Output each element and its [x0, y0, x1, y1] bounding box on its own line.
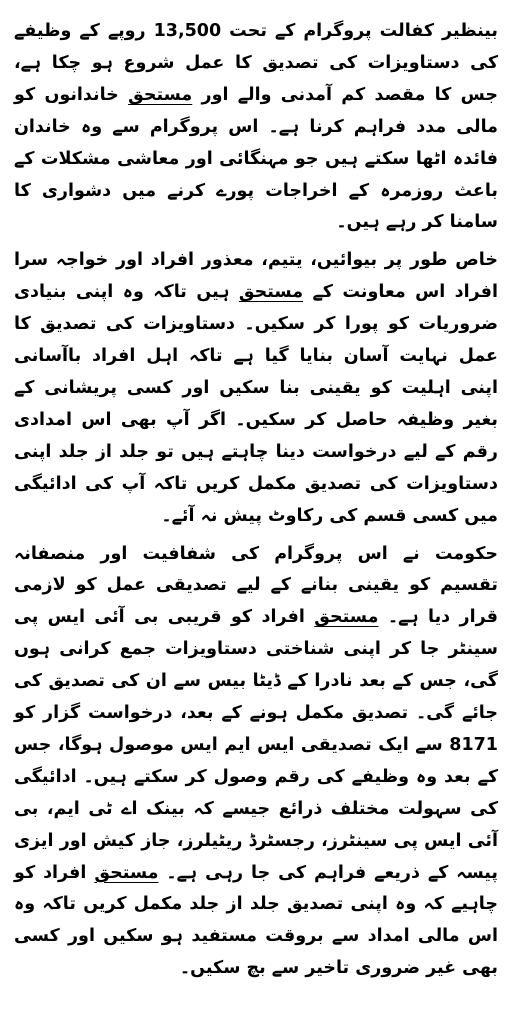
- keyword-mustahiq: مستحق: [128, 84, 193, 105]
- keyword-mustahiq: مستحق: [238, 282, 304, 303]
- paragraph-eligibility: خاص طور پر بیوائیں، یتیم، معذور افراد اور خواجہ سرا افراد اس معاونت کے مستحق ہیں تاکہ وہ اپنی بنیادی ضروریات کو پورا کر سکیں۔ دستاویزات کی تصدیق کا عمل نہایت آسان بنایا گیا ہے تاکہ اہل افراد باآسانی اپنی اہلیت کو یقینی بنا سکیں اور کسی پریشانی کے بغیر وظیفہ حاصل کر سکیں۔ اگر آپ بھی اس امدادی رقم کے لیے درخواست دینا چاہتے ہیں تو جلد از جلد اپنی دستاویزات کی تصدیق مکمل کریں تاکہ آپ کی ادائیگی میں کسی قسم کی رکاوٹ پیش نہ آئے۔: [14, 250, 498, 526]
- paragraph-verification-process: حکومت نے اس پروگرام کی شفافیت اور منصفانہ تقسیم کو یقینی بنانے کے لیے تصدیقی عمل کو لازمی قرار دیا ہے۔ مستحق افراد کو قریبی بی آئی ایس پی سینٹر جا کر اپنی شناختی دستاویزات جمع کرانی ہوں گی، جس کے بعد نادرا کے ڈیٹا بیس سے ان کی تصدیق کی جائے گی۔ تصدیق مکمل ہونے کے بعد، درخواست گزار کو 8171 سے ایک تصدیقی ایس ایم ایس موصول ہوگا، جس کے بعد وہ وظیفے کی رقم وصول کر سکتے ہیں۔ ادائیگی کی سہولت مختلف ذرائع جیسے کہ بینک اے ٹی ایم، بی آئی ایس پی سینٹرز، رجسٹرڈ ریٹیلرز، جاز کیش اور ایزی پیسہ کے ذریعے فراہم کی جا رہی ہے۔ مستحق افراد کو چاہیے کہ وہ اپنی تصدیق جلد از جلد مکمل کریں تاکہ وہ اس مالی امداد سے بروقت مستفید ہو سکیں اور کسی بھی غیر ضروری تاخیر سے بچ سکیں۔: [14, 543, 498, 979]
- keyword-mustahiq: مستحق: [314, 607, 379, 628]
- keyword-mustahiq: مستحق: [94, 862, 159, 883]
- paragraph-intro: بینظیر کفالت پروگرام کے تحت 13,500 روپے کے وظیفے کی دستاویزات کی تصدیق کا عمل شروع ہو چکا ہے، جس کا مقصد کم آمدنی والے اور مستحق خاندانوں کو مالی مدد فراہم کرنا ہے۔ اس پروگرام سے وہ خاندان فائدہ اٹھا سکتے ہیں جو مہنگائی اور معاشی مشکلات کے باعث روزمرہ کے اخراجات پورے کرنے میں دشواری کا سامنا کر رہے ہیں۔: [14, 21, 498, 233]
- article-body: [14, 16, 498, 985]
